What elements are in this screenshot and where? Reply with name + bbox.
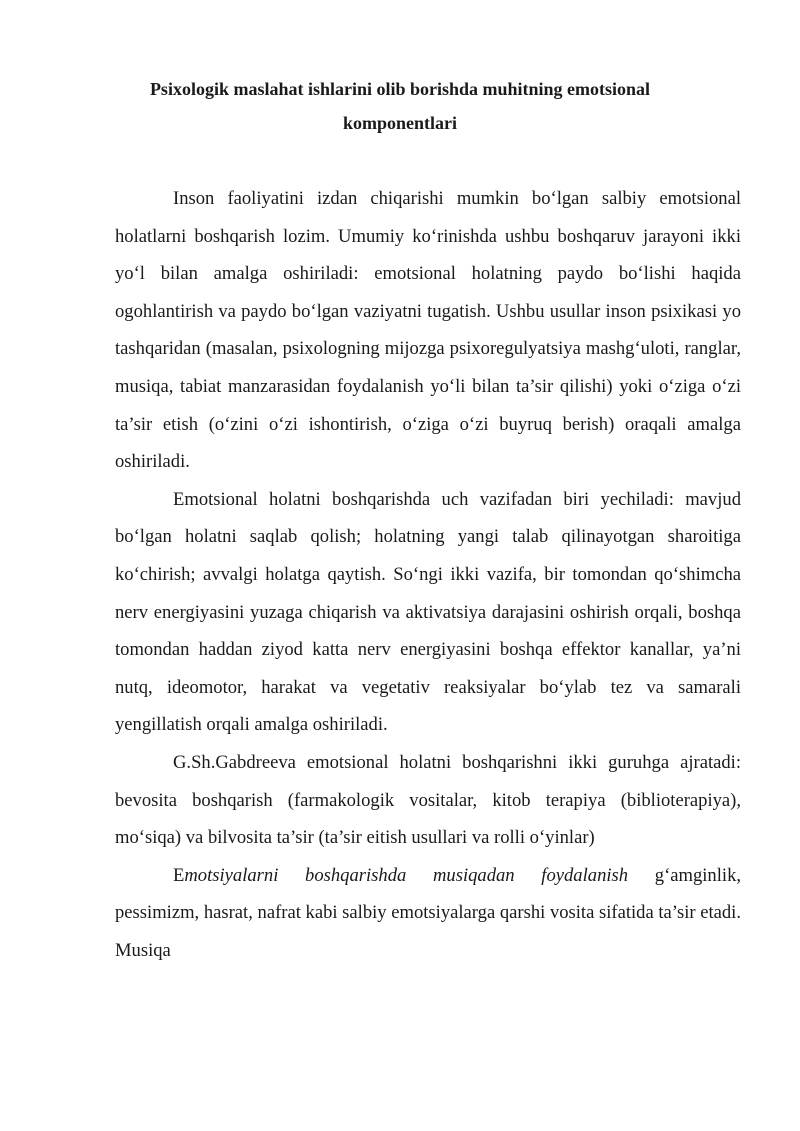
paragraph-4-rest: g‘amginlik, pessimizm, hasrat, nafrat kabi salbiy emotsiyalarga qarshi vosita sifatida ta’sir etadi. Musiqa [115, 864, 742, 961]
title-line-2: komponentlari [342, 113, 457, 133]
paragraph-3: G.Sh.Gabdreeva emotsional holatni boshqarishni ikki guruhga ajratadi: bevosita boshqarish (farmakologik vositalar, kitob terapiya (biblioterapiya), mo‘siqa) va bilvosita ta’sir (ta’sir eitish usullari va rolli o‘yinlar) [115, 751, 741, 849]
paragraph-4 [115, 857, 741, 970]
paragraph-4-lead: E [173, 864, 185, 886]
paragraph-1: Inson faoliyatini izdan chiqarishi mumkin bo‘lgan salbiy emotsional holatlarni boshqarish lozim. Umumiy ko‘rinishda ushbu boshqaruv jarayoni ikki yo‘l bilan amalga oshiriladi: emotsional holatning paydo bo‘lishi haqida ogohlantirish va paydo bo‘lgan vaziyatni tugatish. Ushbu usullar inson psixikasi yo tashqaridan (masalan, psixologning mijozga psixoregulyatsiya mashg‘uloti, ranglar, musiqa, tabiat manzarasidan foydalanish yo‘li bilan ta’sir qilishi) yoki o‘ziga o‘zi ta’sir etish (o‘zini o‘zi ishontirish, o‘ziga o‘zi buyruq berish) oraqali amalga oshiriladi. [115, 188, 741, 473]
title-line-1: Psixologik maslahat ishlarini olib borishda muhitning emotsional [149, 79, 651, 99]
document-title [115, 72, 685, 140]
paragraph-4-italic-phrase: motsiyalarni boshqarishda musiqadan foydalanish [184, 864, 629, 886]
paragraph-2: Emotsional holatni boshqarishda uch vazifadan biri yechiladi: mavjud bo‘lgan holatni saqlab qolish; holatning yangi talab qilinayotgan sharoitiga ko‘chirish; avvalgi holatga qaytish. So‘ngi ikki vazifa, bir tomondan qo‘shimcha nerv energiyasini yuzaga chiqarish va aktivatsiya darajasini oshirish orqali, boshqa tomondan haddan ziyod katta nerv energiyasini boshqa effektor kanallar, ya’ni nutq, ideomotor, harakat va vegetativ reaksiyalar bo‘ylab tez va samarali yengillatish orqali amalga oshiriladi. [115, 488, 741, 736]
document-body [115, 180, 741, 969]
